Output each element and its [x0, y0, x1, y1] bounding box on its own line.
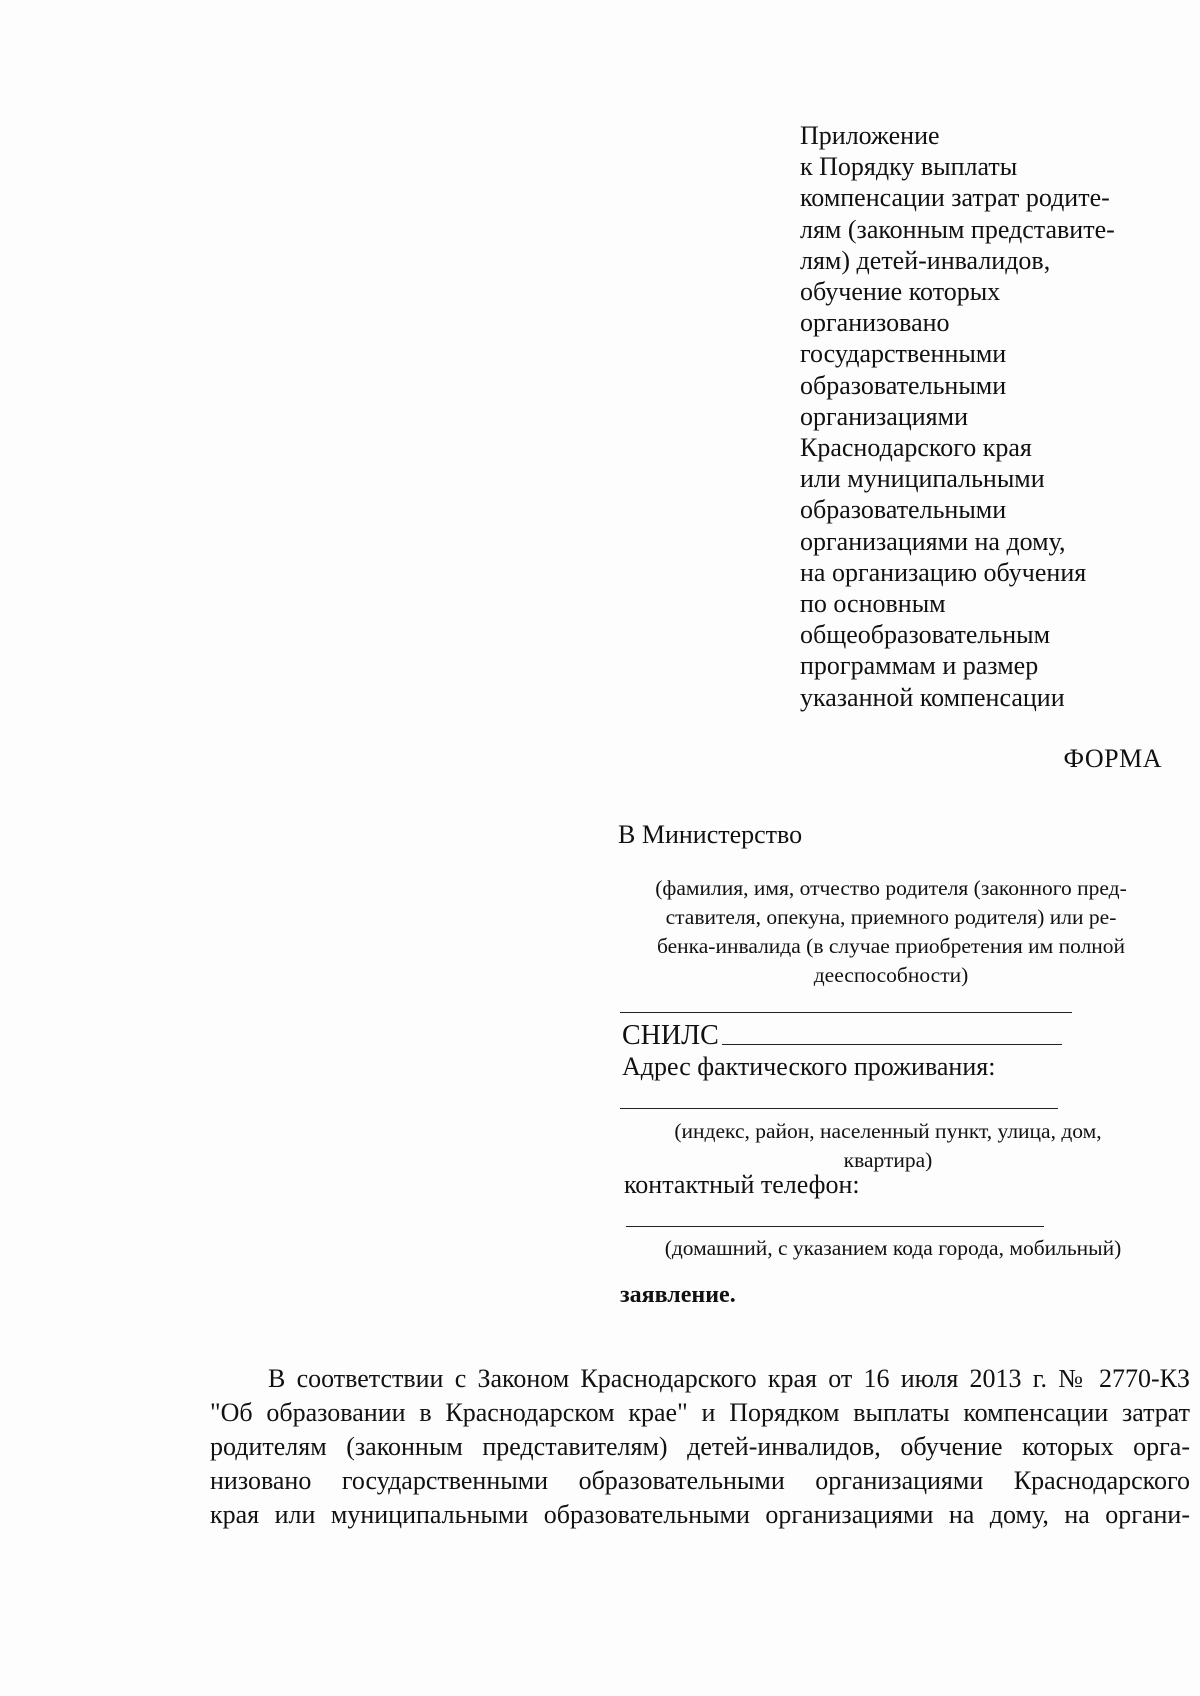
body-line: края или муниципальными образовательными организациями на дому, на органи- — [210, 1500, 1190, 1529]
phone-fill-line[interactable] — [626, 1226, 1044, 1227]
address-fill-line[interactable] — [620, 1108, 1058, 1109]
body-paragraph — [210, 1362, 1190, 1532]
appendix-line: или муниципальными — [800, 464, 1045, 494]
fio-note — [622, 874, 1160, 990]
fio-fill-line[interactable] — [620, 1012, 1072, 1013]
appendix-line: образовательными — [800, 370, 1007, 400]
appendix-line: организациями на дому, — [800, 526, 1066, 556]
statement-heading: заявление. — [620, 1282, 736, 1308]
appendix-line: на организацию обучения — [800, 557, 1087, 587]
snils-fill-line[interactable] — [722, 1044, 1062, 1045]
phone-label: контактный телефон: — [624, 1170, 860, 1199]
appendix-line: организациями — [800, 401, 968, 431]
snils-label: СНИЛС — [622, 1020, 719, 1051]
body-line: низовано государственными образовательными организациями Краснодарского — [210, 1466, 1190, 1495]
appendix-line: Приложение — [800, 121, 940, 150]
fio-note-line: дееспособности) — [813, 963, 969, 987]
addressee: В Министерство — [618, 820, 803, 849]
appendix-line: Краснодарского края — [800, 433, 1032, 463]
address-label: Адрес фактического проживания: — [622, 1052, 996, 1081]
appendix-line: компенсации затрат родите- — [800, 183, 1110, 213]
body-line: "Об образовании в Краснодарском крае" и Порядком выплаты компенсации затрат — [210, 1398, 1190, 1427]
appendix-line: государственными — [800, 339, 1007, 369]
appendix-line: общеобразовательным — [800, 620, 1051, 650]
address-note-line: (индекс, район, населенный пункт, улица, дом, — [674, 1119, 1102, 1143]
body-line: родителям (законным представителям) детей-инвалидов, обучение которых орга- — [210, 1432, 1190, 1461]
form-label: ФОРМА — [1063, 744, 1162, 773]
fio-note-line: (фамилия, имя, отчество родителя (законного пред- — [655, 876, 1127, 900]
appendix-line: лям (законным представите- — [800, 214, 1115, 244]
appendix-line: организовано — [800, 308, 950, 338]
body-line: В соответствии с Законом Краснодарского края от 16 июля 2013 г. № 2770-КЗ — [268, 1364, 1190, 1393]
appendix-line: обучение которых — [800, 277, 1001, 307]
appendix-block — [800, 120, 1140, 713]
appendix-line: указанной компенсации — [800, 682, 1065, 712]
appendix-line: программам и размер — [800, 651, 1039, 681]
fio-note-line: ставителя, опекуна, приемного родителя) или ре- — [665, 905, 1117, 929]
appendix-line: к Порядку выплаты — [800, 152, 1018, 182]
phone-note: (домашний, с указанием кода города, мобильный) — [664, 1236, 1122, 1260]
appendix-line: лям) детей-инвалидов, — [800, 245, 1051, 275]
fio-note-line: бенка-инвалида (в случае приобретения им полной — [656, 934, 1126, 958]
appendix-line: образовательными — [800, 495, 1007, 525]
address-note-line: квартира) — [843, 1148, 933, 1172]
appendix-line: по основным — [800, 589, 946, 619]
address-note — [628, 1117, 1148, 1175]
